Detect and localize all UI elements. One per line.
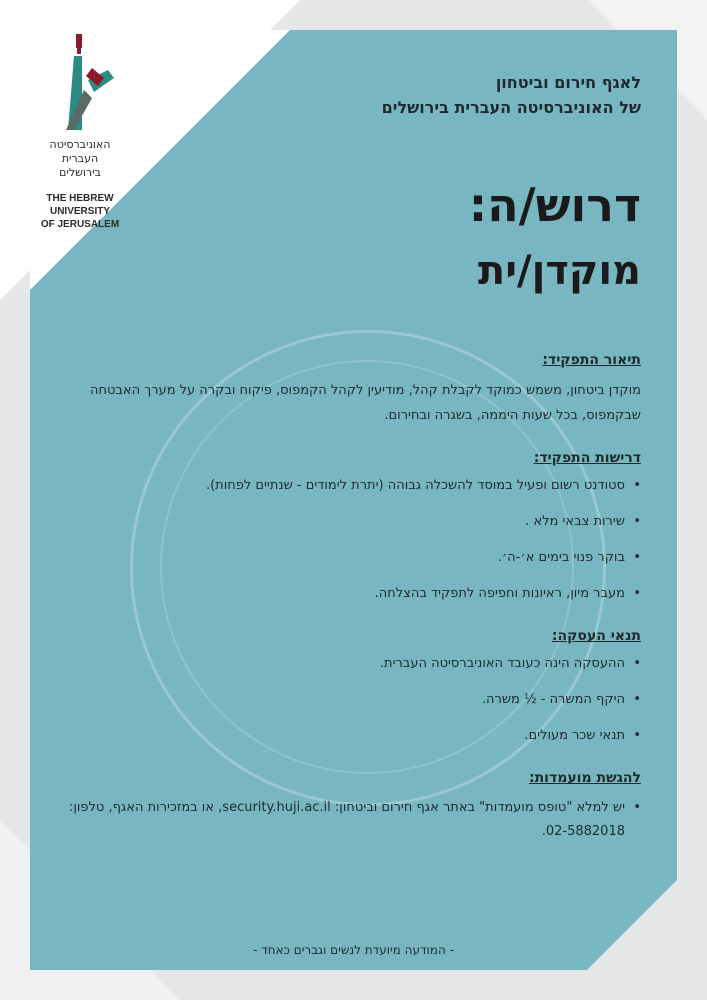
list-item: • סטודנט רשום ופעיל במוסד להשכלה גבוהה (יתרת לימודים - שנתיים לפחות). (56, 476, 641, 496)
logo-mark-icon (48, 30, 118, 135)
department-heading: לאגף חירום וביטחון של האוניברסיטה העברית בירושלים (381, 73, 641, 117)
submission-list (56, 796, 641, 844)
list-item: • שירות צבאי מלא . (56, 512, 641, 532)
requirements-list (56, 476, 641, 604)
logo-hebrew-name: האוניברסיטה העברית בירושלים (49, 138, 111, 179)
list-item: • תנאי שכר מעולים. (56, 726, 641, 746)
list-item: • היקף המשרה - ½ משרה. (56, 690, 641, 710)
job-details (56, 350, 641, 866)
description-heading: תיאור התפקיד: (542, 352, 641, 368)
requirements-heading: דרישות התפקיד: (533, 450, 641, 466)
list-item: • מעבר מיון, ראיונות וחפיפה לתפקיד בהצלחה. (56, 584, 641, 604)
terms-list (56, 654, 641, 746)
list-item: • ההעסקה הינה כעובד האוניברסיטה העברית. (56, 654, 641, 674)
submission-heading: להגשת מועמדות: (529, 770, 641, 786)
university-logo (30, 30, 130, 240)
list-item: • בוקר פנוי בימים א׳-ה׳. (56, 548, 641, 568)
terms-heading: תנאי העסקה: (551, 628, 641, 644)
list-item: • יש למלא "טופס מועמדות" באתר אגף חירום וביטחון: security.huji.ac.il, או במזכירות האגף, טלפון: 02-5882018. (56, 796, 641, 844)
logo-english-name: THE HEBREW UNIVERSITY OF JERUSALEM (40, 193, 120, 230)
job-title: מוקדן/ית (477, 248, 641, 294)
description-text: מוקדן ביטחון, משמש כמוקד לקבלת קהל, מודיעין לקהל הקמפוס, פיקוח ובקרה על מערך האבטחה שבקמפוס, בכל שעות היממה, בשגרה ובחירום. (89, 383, 641, 423)
equal-opportunity-note: - המודעה מיועדת לנשים וגברים כאחד - (253, 943, 454, 957)
job-title-prefix: דרוש/ה: (468, 178, 641, 232)
